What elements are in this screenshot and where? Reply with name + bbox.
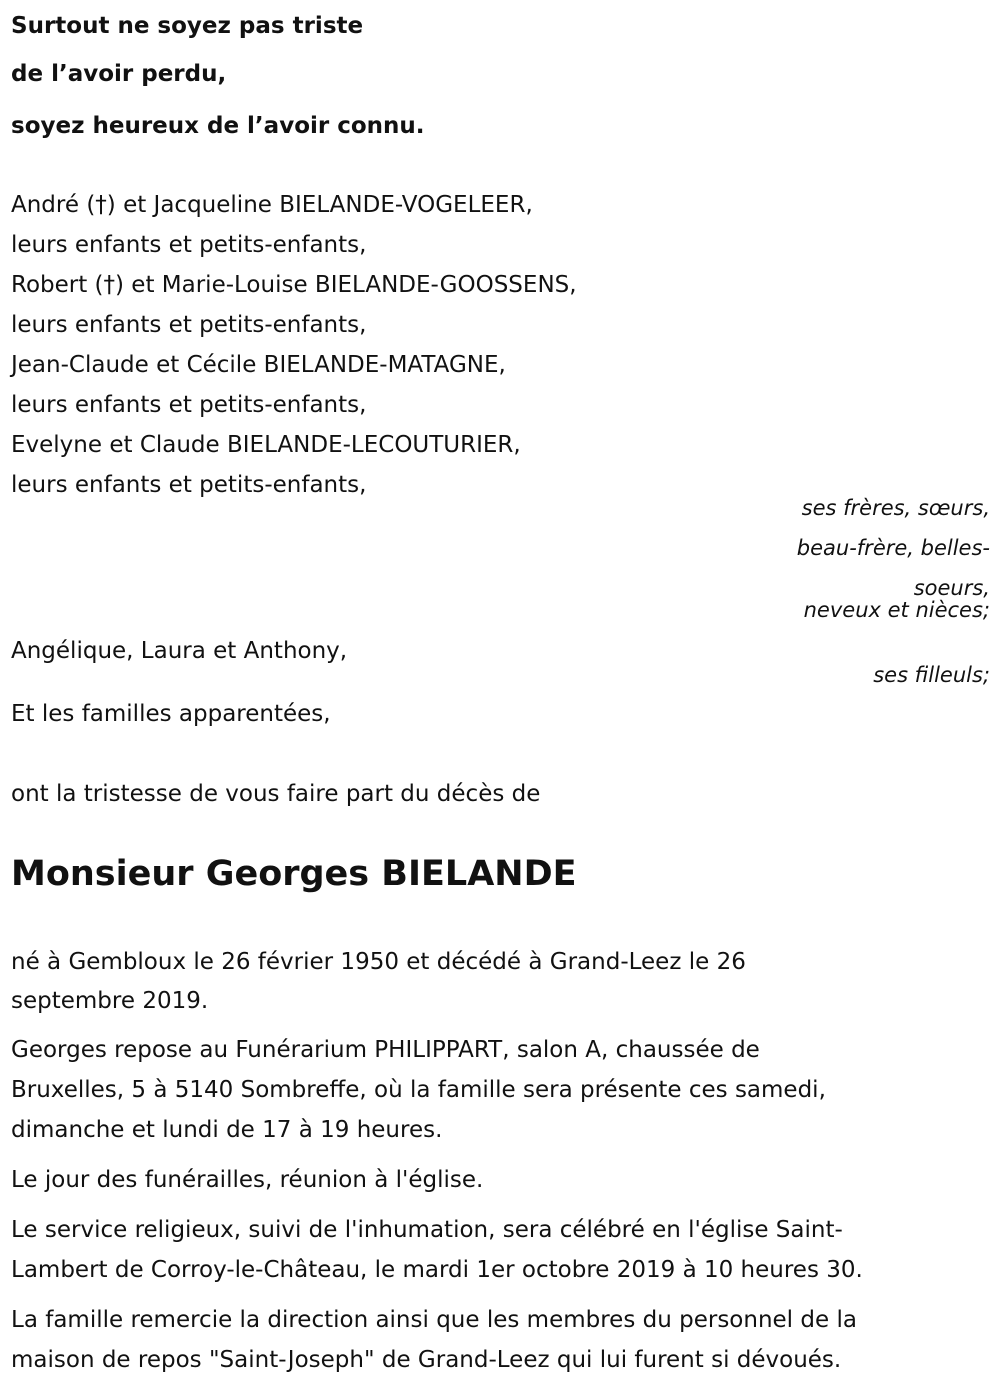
body-line: La famille remercie la direction ainsi que les membres du personnel de la: [11, 1307, 857, 1333]
body-line: Le service religieux, suivi de l'inhumation, sera célébré en l'église Saint-: [11, 1217, 843, 1243]
body-line: Georges repose au Funérarium PHILIPPART, salon A, chaussée de: [11, 1037, 760, 1063]
body-line: né à Gembloux le 26 février 1950 et décédé à Grand-Leez le 26: [11, 949, 746, 975]
family-line: Robert (†) et Marie-Louise BIELANDE-GOOSSENS,: [11, 272, 577, 298]
body-line: maison de repos "Saint-Joseph" de Grand-Leez qui lui furent si dévoués.: [11, 1347, 842, 1373]
family-line: leurs enfants et petits-enfants,: [11, 472, 367, 498]
body-line: Lambert de Corroy-le-Château, le mardi 1er octobre 2019 à 10 heures 30.: [11, 1257, 863, 1283]
body-line: Le jour des funérailles, réunion à l'église.: [11, 1167, 484, 1193]
body-line: Bruxelles, 5 à 5140 Sombreffe, où la famille sera présente ces samedi,: [11, 1077, 826, 1103]
announcement: ont la tristesse de vous faire part du décès de: [11, 781, 541, 807]
relation-line: beau-frère, belles-: [796, 536, 990, 560]
family-line: Jean-Claude et Cécile BIELANDE-MATAGNE,: [11, 352, 506, 378]
family-line: leurs enfants et petits-enfants,: [11, 392, 367, 418]
family-line: Evelyne et Claude BIELANDE-LECOUTURIER,: [11, 432, 521, 458]
relation-line: ses frères, sœurs,: [801, 496, 990, 520]
family-line: leurs enfants et petits-enfants,: [11, 312, 367, 338]
relation-line: soeurs,: [913, 576, 990, 600]
epigraph-line: de l’avoir perdu,: [11, 61, 227, 87]
godchildren-relation: ses filleuls;: [873, 663, 990, 687]
epigraph-line: soyez heureux de l’avoir connu.: [11, 113, 425, 139]
body-line: dimanche et lundi de 17 à 19 heures.: [11, 1117, 443, 1143]
godchildren: Angélique, Laura et Anthony,: [11, 638, 348, 664]
deceased-name: Monsieur Georges BIELANDE: [11, 854, 577, 894]
extended-family: Et les familles apparentées,: [11, 701, 331, 727]
epigraph-line: Surtout ne soyez pas triste: [11, 13, 364, 39]
family-line: leurs enfants et petits-enfants,: [11, 232, 367, 258]
body-line: septembre 2019.: [11, 988, 209, 1014]
family-line: André (†) et Jacqueline BIELANDE-VOGELEER,: [11, 192, 533, 218]
relation-line: neveux et nièces;: [803, 598, 990, 622]
